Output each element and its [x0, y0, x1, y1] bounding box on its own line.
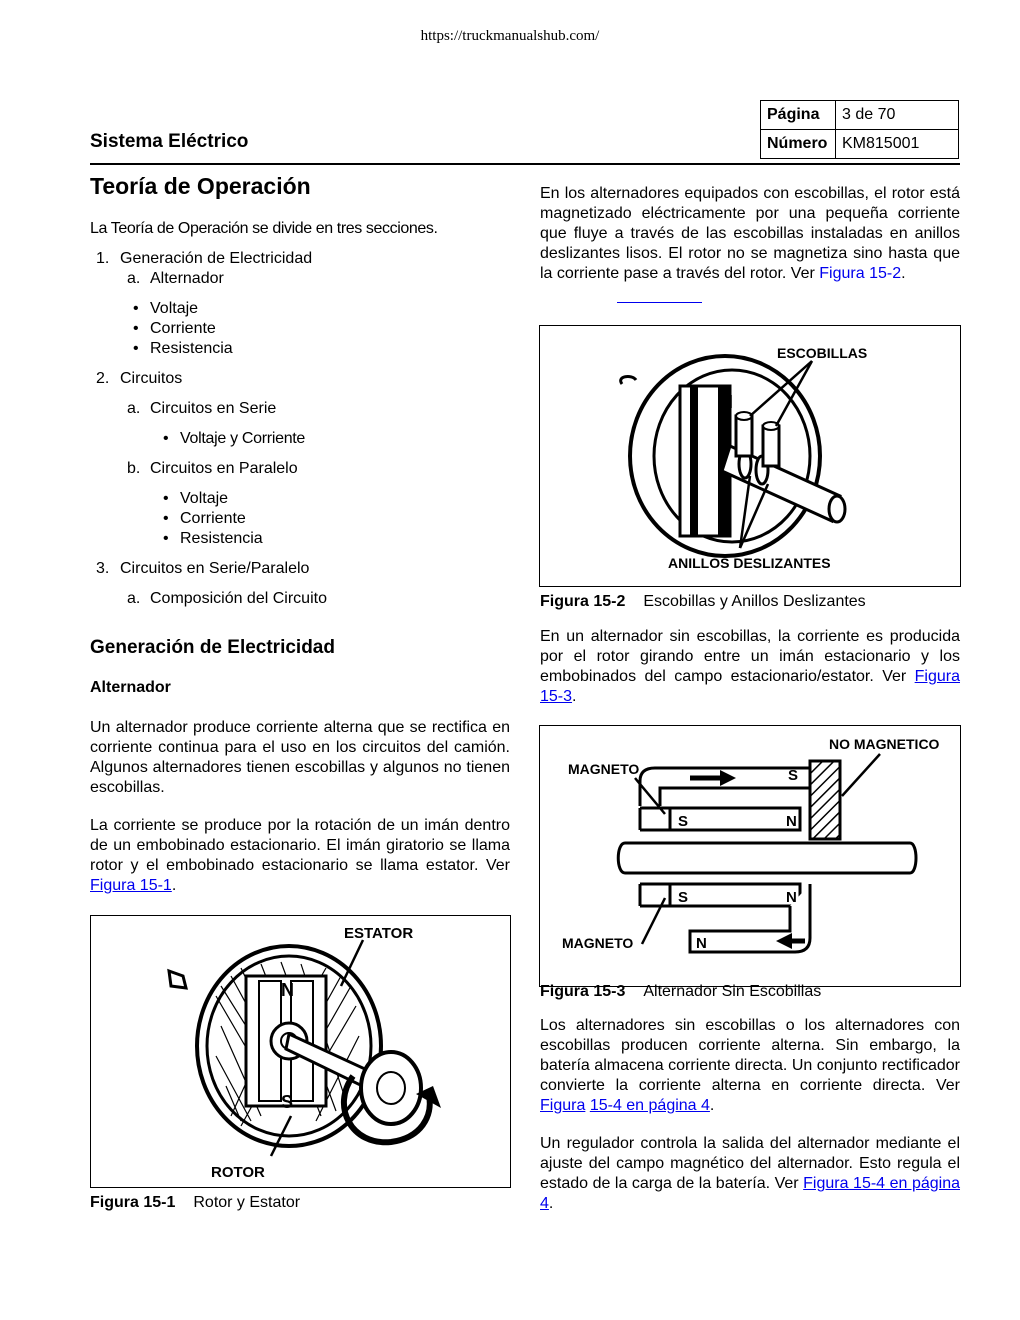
outline-letter: a.	[127, 400, 141, 417]
pole-s-upper: S	[678, 813, 689, 830]
outline-item: Voltaje	[180, 490, 229, 507]
link-underline	[617, 302, 702, 303]
number-label: Número	[761, 130, 836, 159]
regulator-paragraph	[540, 1134, 960, 1214]
pole-n-upper: N	[786, 813, 797, 830]
outline-item: Resistencia	[150, 340, 233, 357]
figure-15-1-link[interactable]: Figura 15-1	[90, 877, 172, 894]
caption-number: Figura 15-3	[540, 983, 626, 1000]
figure-15-2-caption	[540, 593, 866, 611]
outline-item: Voltaje	[150, 300, 199, 317]
paragraph-text: Un regulador controla la salida del alternador mediante el ajuste del campo magnético del alternador. Esto regula el estado de la carga de la batería. Ver	[540, 1135, 960, 1192]
outline-item: Generación de Electricidad	[120, 250, 313, 267]
figure-15-3	[539, 725, 961, 987]
paragraph-text: En los alternadores equipados con escobillas, el rotor está magnetizado eléctricamente por una pequeña corriente que fluye a través de las escobillas instaladas en anillos deslizantes lisos. El rotor no se magnetiza sino hasta que la corriente pase a través del rotor. Ver	[540, 185, 960, 282]
page-value: 3 de 70	[836, 101, 959, 130]
number-value: KM815001	[836, 130, 959, 159]
caption-text: Alternador Sin Escobillas	[643, 983, 822, 1000]
brushed-alternator-paragraph	[540, 184, 960, 284]
outline-item: Circuitos en Serie/Paralelo	[120, 560, 310, 577]
anillos-label: ANILLOS DESLIZANTES	[668, 555, 831, 571]
figure-15-2-link[interactable]: Figura 15-2	[819, 265, 902, 282]
paragraph-text: Los alternadores sin escobillas o los alternadores con escobillas producen corriente alterna. Sin embargo, la batería almacena corriente directa. Un conjunto rectificador convierte la corriente alterna en corriente directa. Ver	[540, 1017, 960, 1094]
figure-15-3-link[interactable]: Figura 15-3	[540, 668, 960, 705]
outline-letter: a.	[127, 590, 141, 607]
outline-item: Alternador	[150, 270, 224, 287]
section-title: Sistema Eléctrico	[90, 131, 249, 152]
figure-15-1	[90, 915, 511, 1188]
bullet: •	[163, 430, 169, 447]
outline-number: 3.	[96, 560, 110, 577]
rotor-stator-illustration	[91, 916, 510, 1187]
outline-item: Voltaje y Corriente	[180, 430, 306, 447]
pole-n-bottom: N	[696, 935, 707, 952]
figure-15-2	[539, 325, 961, 587]
site-url: https://truckmanualshub.com/	[420, 28, 600, 44]
estator-label: ESTATOR	[344, 925, 414, 942]
outline-item: Composición del Circuito	[150, 590, 327, 607]
rotor-south-label: S	[281, 1092, 294, 1112]
period: .	[901, 265, 906, 282]
bullet: •	[163, 510, 169, 527]
outline-number: 1.	[96, 250, 110, 267]
period: .	[171, 877, 177, 894]
page-title: Teoría de Operación	[90, 173, 311, 199]
figure-15-1-caption	[90, 1194, 300, 1212]
outline-item: Circuitos	[120, 370, 183, 387]
figure-15-3-caption	[540, 983, 821, 1001]
brushes-slip-rings-illustration	[540, 326, 960, 586]
figure-15-4-link[interactable]: 15-4 en página 4	[589, 1097, 710, 1114]
intro-text: La Teoría de Operación se divide en tres secciones.	[90, 220, 438, 237]
header-info-table	[760, 100, 959, 159]
caption-number: Figura 15-1	[90, 1194, 176, 1211]
period: .	[548, 1195, 554, 1212]
no-magnetico-label: NO MAGNETICO	[829, 736, 940, 752]
period: .	[709, 1097, 715, 1114]
brushless-alternator-illustration	[540, 726, 960, 986]
outline-letter: a.	[127, 270, 141, 287]
period: .	[572, 688, 577, 705]
outline-item: Corriente	[180, 510, 246, 527]
bullet: •	[133, 340, 139, 357]
pole-north-label: N	[720, 392, 733, 412]
outline-letter: b.	[127, 460, 141, 477]
bullet: •	[163, 490, 169, 507]
bullet: •	[163, 530, 169, 547]
rotor-north-label: N	[281, 980, 294, 1000]
section-heading: Generación de Electricidad	[90, 637, 335, 658]
pole-south-label: S	[720, 492, 733, 512]
outline-item: Resistencia	[180, 530, 263, 547]
brushless-alternator-paragraph	[540, 627, 960, 707]
pole-s-lower: S	[678, 889, 689, 906]
caption-number: Figura 15-2	[540, 593, 626, 610]
page-label: Página	[761, 101, 836, 130]
bullet: •	[133, 300, 139, 317]
caption-text: Rotor y Estator	[193, 1194, 301, 1211]
header-divider	[90, 163, 960, 165]
pole-n-lower: N	[786, 889, 797, 906]
paragraph-text: En un alternador sin escobillas, la corriente es producida por el rotor girando entre un imán estacionario y los embobinados del campo estacionario/estator. Ver	[540, 628, 960, 685]
magneto-bottom-label: MAGNETO	[562, 935, 634, 951]
bullet: •	[133, 320, 139, 337]
alternator-paragraph-1: Un alternador produce corriente alterna que se rectifica en corriente continua para el uso en los circuitos del camión. Algunos alternadores tienen escobillas y algunos no tienen escobillas.	[90, 719, 510, 796]
figure-link[interactable]: Figura	[540, 1097, 586, 1114]
alternator-paragraph-2	[90, 816, 510, 896]
outline-number: 2.	[96, 370, 110, 387]
rotor-label: ROTOR	[211, 1164, 265, 1181]
outline-item: Corriente	[150, 320, 216, 337]
figure-15-4-link[interactable]: Figura 15-4 en página 4	[540, 1175, 960, 1212]
outline-item: Circuitos en Serie	[150, 400, 277, 417]
caption-text: Escobillas y Anillos Deslizantes	[643, 593, 866, 610]
pole-s-top: S	[788, 767, 799, 784]
outline-item: Circuitos en Paralelo	[150, 460, 298, 477]
paragraph-text: La corriente se produce por la rotación de un imán dentro de un embobinado estacionario. El imán giratorio se llama rotor y el embobinado estacionario se llama estator. Ver	[90, 817, 510, 874]
magneto-top-label: MAGNETO	[568, 761, 640, 777]
subsection-heading: Alternador	[90, 679, 171, 696]
escobillas-label: ESCOBILLAS	[777, 345, 868, 361]
rectifier-paragraph	[540, 1016, 960, 1116]
